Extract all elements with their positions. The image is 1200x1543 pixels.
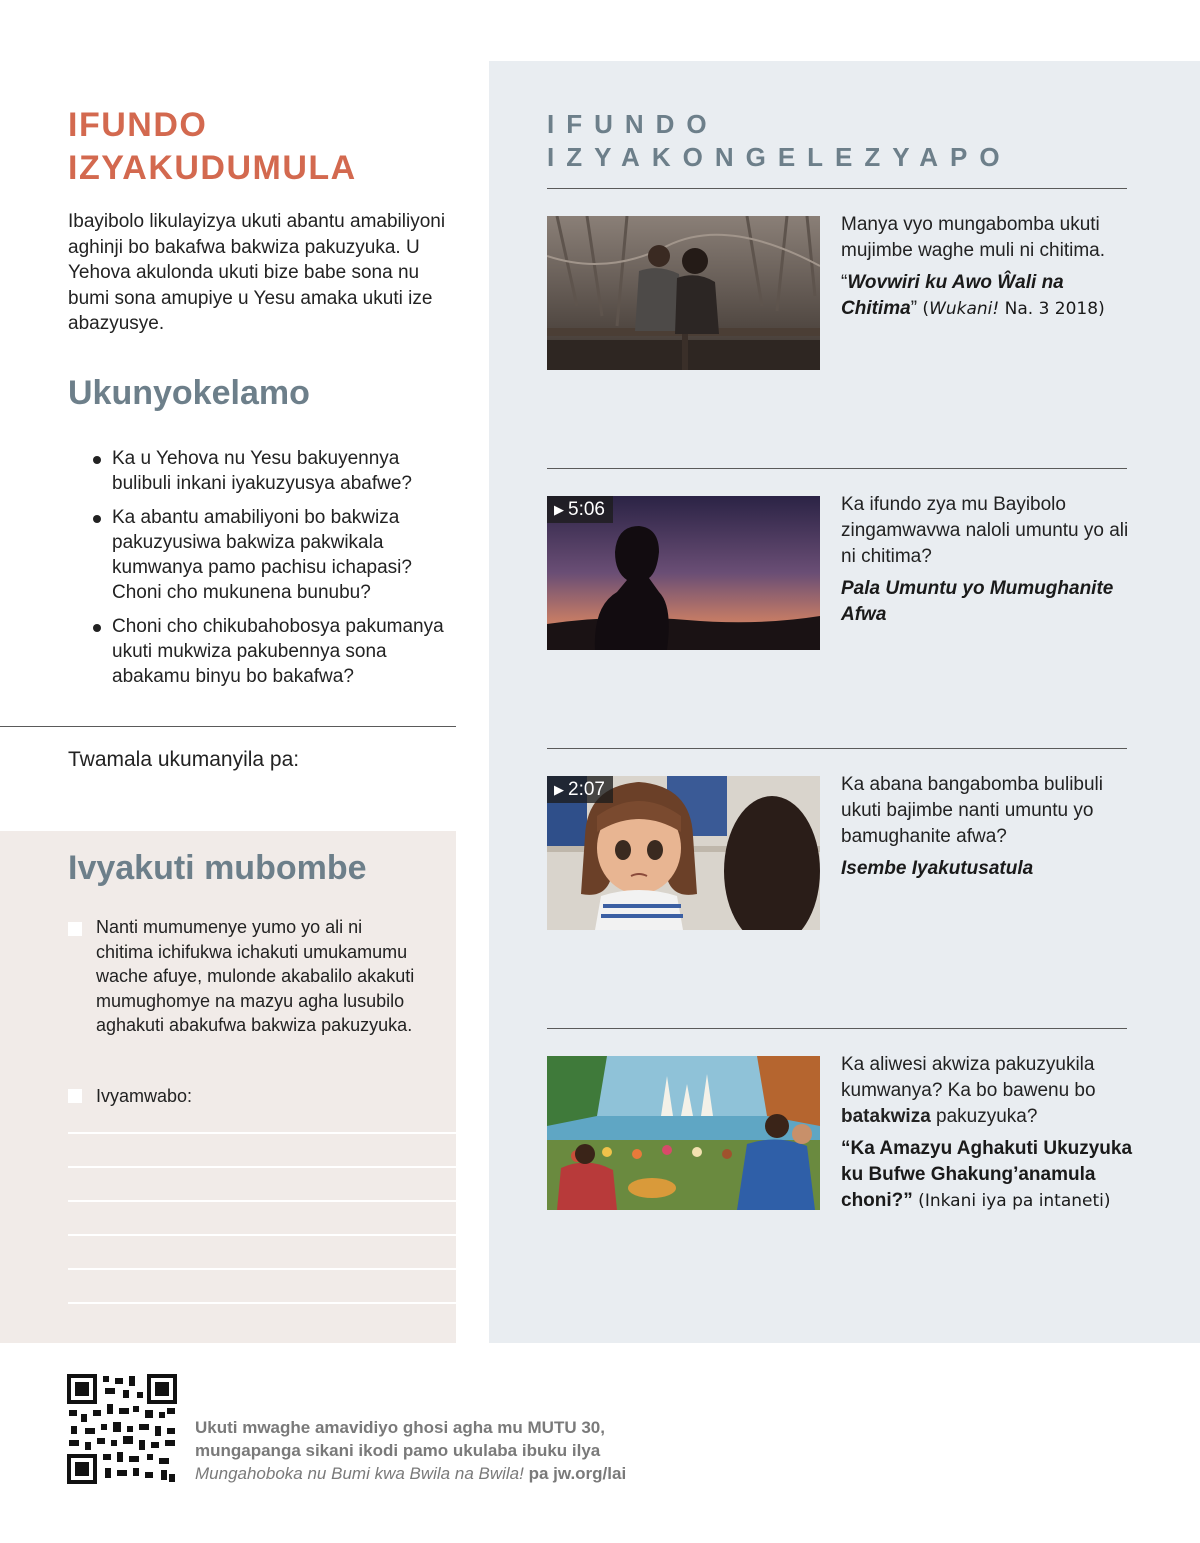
explore-item-4-title: “Ka Amazyu Aghakuti Ukuzyuka ku Bufwe Ghakung’anamula choni?” <box>841 1138 1133 1211</box>
explore-item-4-question <box>841 1052 1141 1130</box>
couple-on-bridge-photo[interactable] <box>547 216 820 370</box>
duration-badge <box>547 496 613 523</box>
explore-item-2-text <box>841 492 1141 628</box>
explore-divider <box>547 1028 1127 1029</box>
review-heading: Ukunyokelamo <box>68 374 310 412</box>
man-silhouette-sunset-video[interactable] <box>547 496 820 650</box>
explore-item-4-text <box>841 1052 1141 1214</box>
action-panel <box>0 831 456 1343</box>
explore-item-3-reference[interactable] <box>841 856 1141 882</box>
couple-photo-art <box>547 216 820 370</box>
quote-open: “ <box>841 272 848 293</box>
duration-time: 2:07 <box>568 779 605 800</box>
review-question-1: Ka u Yehova nu Yesu bakuyennya bulibuli inkani iyakuzyusya abafwe? <box>92 446 457 496</box>
action-item-1: Nanti mumumenye yumo yo ali ni chitima ichifukwa ichakuti umukamumu wache afuye, mulonde akabalilo akakuti mumughomye na mazyu agha lusubilo aghakuti abakufwa bakwiza pakuzyuka. <box>96 917 415 1035</box>
explore-item-4-reference[interactable] <box>841 1136 1141 1214</box>
question-part1: Ka aliwesi akwiza pakuzyukila kumwanya? Ka bo bawenu bo <box>841 1054 1096 1101</box>
writing-line[interactable] <box>68 1302 456 1304</box>
animated-girl-video[interactable] <box>547 776 820 930</box>
footer-text <box>195 1416 755 1485</box>
explore-item-1-reference[interactable] <box>841 270 1141 322</box>
summary-heading-line2: IZYAKUDUMULA <box>68 149 357 187</box>
play-icon: ▶ <box>554 782 564 797</box>
question-part2: pakuzyuka? <box>930 1106 1038 1127</box>
source-open: ( <box>917 299 930 319</box>
summary-heading <box>68 104 357 190</box>
source-magazine: Wukani! <box>929 299 1000 319</box>
explore-divider <box>547 468 1127 469</box>
action-checkbox-1[interactable] <box>68 922 82 936</box>
explore-heading <box>547 108 1012 174</box>
summary-text: Ibayibolo likulayizya ukuti abantu amabiliyoni aghinji bo bakafwa bakwiza pakuzyuka. U Yehova akulonda ukuti bize babe sona nu bumi sona amupiye u Yesu amaka ukuti ize abazyusye. <box>68 211 446 334</box>
action-heading: Ivyakuti mubombe <box>68 849 367 887</box>
explore-divider <box>547 188 1127 189</box>
footer-url: pa jw.org/lai <box>523 1464 627 1483</box>
paradise-painting-art <box>547 1056 820 1210</box>
writing-line[interactable] <box>68 1234 456 1236</box>
writing-line[interactable] <box>68 1132 456 1134</box>
explore-item-3-question: Ka abana bangabomba bulibuli ukuti bajimbe nanti umuntu yo bamughanite afwa? <box>841 774 1103 847</box>
explore-item-2-question: Ka ifundo zya mu Bayibolo zingamwavwa naloli umuntu yo ali ni chitima? <box>841 494 1129 567</box>
duration-badge <box>547 776 613 803</box>
resurrection-paradise-painting[interactable] <box>547 1056 820 1210</box>
explore-item-1-question: Manya vyo mungabomba ukuti mujimbe waghe muli ni chitima. <box>841 214 1105 261</box>
review-question-2: Ka abantu amabiliyoni bo bakwiza pakuzyusiwa bakwiza pakwikala kumwanya pamo pachisu ichapasi? Choni cho mukunena bunubu? <box>92 505 457 605</box>
action-item-2: Ivyamwabo: <box>96 1086 193 1106</box>
review-list <box>92 446 457 698</box>
footer-line3 <box>195 1462 755 1485</box>
review-question-3: Choni cho chikubahobosya pakumanya ukuti mukwiza pakubennya sona abakamu binyu bo bakafwa? <box>92 614 457 689</box>
summary-heading-line1: IFUNDO <box>68 106 208 144</box>
explore-item-3-text <box>841 772 1141 882</box>
duration-time: 5:06 <box>568 499 605 520</box>
qr-code[interactable] <box>67 1374 177 1484</box>
writing-line[interactable] <box>68 1268 456 1270</box>
explore-item-2-title: Pala Umuntu yo Mumughanite Afwa <box>841 578 1114 625</box>
explore-item-3-title: Isembe Iyakutusatula <box>841 858 1034 879</box>
explore-divider <box>547 748 1127 749</box>
explore-item-1-text <box>841 212 1141 322</box>
explore-item-4-source: (Inkani iya pa intaneti) <box>912 1191 1111 1211</box>
play-icon: ▶ <box>554 502 564 517</box>
footer-book-title: Mungahoboka nu Bumi kwa Bwila na Bwila! <box>195 1464 524 1483</box>
left-divider <box>0 726 456 727</box>
explore-item-2-reference[interactable] <box>841 576 1141 628</box>
quote-close: ” <box>910 298 918 319</box>
explore-item-1-title: Wovwiri ku Awo Ŵali na Chitima <box>841 272 1064 319</box>
question-emphasis: batakwiza <box>841 1106 931 1127</box>
source-issue: Na. 3 2018) <box>999 299 1105 319</box>
explore-heading-line2: IZYAKONGELEZYAPO <box>547 142 1012 172</box>
footer-line2: mungapanga sikani ikodi pamo ukulaba ibuku ilya <box>195 1441 601 1460</box>
footer-line1: Ukuti mwaghe amavidiyo ghosi agha mu MUTU 30, <box>195 1418 605 1437</box>
learned-label: Twamala ukumanyila pa: <box>68 748 300 771</box>
writing-line[interactable] <box>68 1200 456 1202</box>
writing-line[interactable] <box>68 1166 456 1168</box>
action-checkbox-2[interactable] <box>68 1089 82 1103</box>
explore-heading-line1: IFUNDO <box>547 109 719 139</box>
